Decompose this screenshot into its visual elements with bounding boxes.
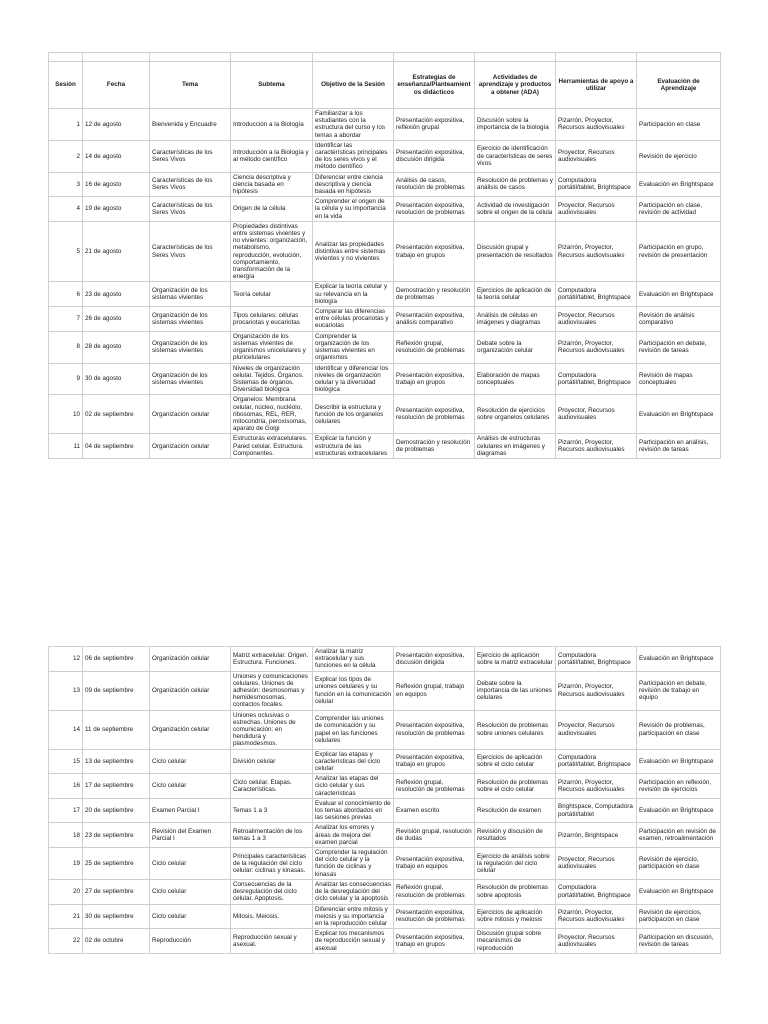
evaluation-cell: Evaluación en Brightspace xyxy=(637,395,721,434)
tools-cell: Pizarrón, Proyector, Recursos audiovisuales xyxy=(556,671,637,710)
date-cell: 09 de septiembre xyxy=(83,671,150,710)
tools-cell: Proyector, Recursos audiovisuales xyxy=(556,197,637,222)
topic-cell: Ciclo celular xyxy=(150,904,231,929)
topic-cell: Bienvenida y Encuadre xyxy=(150,109,231,141)
activity-cell: Ejercicio de aplicación sobre la matriz extracelular xyxy=(475,647,556,672)
session-cell: 20 xyxy=(49,879,83,904)
subtopic-cell: Ciclo celular. Etapas. Características. xyxy=(231,774,313,799)
spacer-row xyxy=(49,53,721,62)
session-cell: 1 xyxy=(49,109,83,141)
table-body-page-1 xyxy=(49,109,721,459)
session-cell: 6 xyxy=(49,282,83,307)
schedule-table-page-1 xyxy=(48,52,721,459)
activity-cell: Elaboración de mapas conceptuales xyxy=(475,363,556,395)
activity-cell: Actividad de investigación sobre el origen de la célula xyxy=(475,197,556,222)
table-row xyxy=(49,363,721,395)
table-row xyxy=(49,307,721,332)
objective-cell: Comprender la regulación del ciclo celular y la función de ciclinas y kinasas xyxy=(313,848,394,880)
evaluation-cell: Participación en análisis, revisión de tareas xyxy=(637,434,721,459)
date-cell: 13 de septiembre xyxy=(83,749,150,774)
session-cell: 4 xyxy=(49,197,83,222)
topic-cell: Organización celular xyxy=(150,647,231,672)
strategy-cell: Presentación expositiva, trabajo en equipos xyxy=(394,848,475,880)
date-cell: 30 de agosto xyxy=(83,363,150,395)
topic-cell: Organización celular xyxy=(150,434,231,459)
header-cell: Fecha xyxy=(83,62,150,109)
subtopic-cell: Introducción a la Biología y al método científico xyxy=(231,140,313,172)
table-row xyxy=(49,331,721,363)
objective-cell: Analizar las etapas del ciclo celular y sus características xyxy=(313,774,394,799)
table-row xyxy=(49,671,721,710)
activity-cell: Ejercicios de aplicación sobre mitosis y meiosis xyxy=(475,904,556,929)
header-cell: Subtema xyxy=(231,62,313,109)
strategy-cell: Análisis de casos, resolución de problemas xyxy=(394,172,475,197)
objective-cell: Evaluar el conocimiento de los temas abordados en las sesiones previas xyxy=(313,798,394,823)
session-cell: 11 xyxy=(49,434,83,459)
table-row xyxy=(49,774,721,799)
evaluation-cell: Evaluación en Brightspace xyxy=(637,282,721,307)
objective-cell: Analizar los errores y áreas de mejora del examen parcial xyxy=(313,823,394,848)
evaluation-cell: Evaluación en Brightspace xyxy=(637,647,721,672)
tools-cell: Pizarrón, Proyector, Recursos audiovisuales xyxy=(556,904,637,929)
session-cell: 19 xyxy=(49,848,83,880)
tools-cell: Proyector, Recursos audiovisuales xyxy=(556,710,637,749)
evaluation-cell: Evaluación en Brightspace xyxy=(637,172,721,197)
activity-cell: Resolución de problemas sobre uniones celulares xyxy=(475,710,556,749)
table-row xyxy=(49,904,721,929)
activity-cell: Resolución de problemas sobre el ciclo celular xyxy=(475,774,556,799)
topic-cell: Organización de los sistemas vivientes xyxy=(150,282,231,307)
header-cell: Actividades de aprendizaje y productos a obtener (ADA) xyxy=(475,62,556,109)
objective-cell: Explicar la teoría celular y su relevancia en la biología xyxy=(313,282,394,307)
table-row xyxy=(49,221,721,282)
tools-cell: Computadora portátil/tablet, Brightspace xyxy=(556,879,637,904)
subtopic-cell: Matriz extracelular. Origen. Estructura. Funciones. xyxy=(231,647,313,672)
table-row xyxy=(49,647,721,672)
subtopic-cell: Principales características de la regulación del ciclo celular: ciclinas y kinasas. xyxy=(231,848,313,880)
activity-cell: Análisis de estructuras celulares en imágenes y diagramas xyxy=(475,434,556,459)
topic-cell: Ciclo celular xyxy=(150,774,231,799)
activity-cell: Ejercicios de aplicación de la teoría celular xyxy=(475,282,556,307)
objective-cell: Explicar las etapas y características del ciclo celular xyxy=(313,749,394,774)
objective-cell: Diferenciar entre ciencia descriptiva y ciencia basada en hipótesis xyxy=(313,172,394,197)
table-row xyxy=(49,848,721,880)
tools-cell: Pizarrón, Brightspace xyxy=(556,823,637,848)
date-cell: 30 de septiembre xyxy=(83,904,150,929)
tools-cell: Computadora portátil/tablet, Brightspace xyxy=(556,282,637,307)
session-cell: 10 xyxy=(49,395,83,434)
activity-cell: Análisis de células en imágenes y diagramas xyxy=(475,307,556,332)
tools-cell: Proyector, Recursos audiovisuales xyxy=(556,140,637,172)
header-cell: Herramientas de apoyo a utilizar xyxy=(556,62,637,109)
activity-cell: Discusión grupal sobre mecanismos de reproducción xyxy=(475,929,556,954)
objective-cell: Identificar las características principales de los seres vivos y el método científico xyxy=(313,140,394,172)
session-cell: 15 xyxy=(49,749,83,774)
table-row xyxy=(49,434,721,459)
topic-cell: Características de los Seres Vivos xyxy=(150,221,231,282)
strategy-cell: Presentación expositiva, trabajo en grupos xyxy=(394,363,475,395)
tools-cell: Computadora portátil/tablet, Brightspace xyxy=(556,172,637,197)
subtopic-cell: Organización de los sistemas vivientes de organismos unicelulares y pluricelulares xyxy=(231,331,313,363)
evaluation-cell: Participación en discusión, revisión de tareas xyxy=(637,929,721,954)
objective-cell: Explicar los mecanismos de reproducción sexual y asexual xyxy=(313,929,394,954)
header-cell: Tema xyxy=(150,62,231,109)
evaluation-cell: Revisión de ejercicio xyxy=(637,140,721,172)
subtopic-cell: Origen de la célula xyxy=(231,197,313,222)
header-cell: Objetivo de la Sesión xyxy=(313,62,394,109)
date-cell: 16 de agosto xyxy=(83,172,150,197)
objective-cell: Analizar las consecuencias de la desregulación del ciclo celular y la apoptosis xyxy=(313,879,394,904)
tools-cell: Pizarrón, Proyector, Recursos audiovisuales xyxy=(556,434,637,459)
header-cell: Sesión xyxy=(49,62,83,109)
topic-cell: Revisión del Examen Parcial I xyxy=(150,823,231,848)
tools-cell: Brightspace, Computadora portátil/tablet xyxy=(556,798,637,823)
date-cell: 04 de septiembre xyxy=(83,434,150,459)
tools-cell: Computadora portátil/tablet, Brightspace xyxy=(556,647,637,672)
topic-cell: Características de los Seres Vivos xyxy=(150,172,231,197)
evaluation-cell: Revisión de ejercicios, participación en clase xyxy=(637,904,721,929)
subtopic-cell: Propiedades distintivas entre sistemas vivientes y no vivientes: organización, metabolismo, reproducción, evolución, comportamiento, transformación de la energía xyxy=(231,221,313,282)
topic-cell: Organización celular xyxy=(150,710,231,749)
topic-cell: Ciclo celular xyxy=(150,749,231,774)
evaluation-cell: Revisión de ejercicio, participación en clase xyxy=(637,848,721,880)
activity-cell: Resolución de ejercicios sobre organelos celulares xyxy=(475,395,556,434)
date-cell: 23 de agosto xyxy=(83,282,150,307)
date-cell: 06 de septiembre xyxy=(83,647,150,672)
evaluation-cell: Evaluación en Brightspace xyxy=(637,749,721,774)
table-row xyxy=(49,749,721,774)
subtopic-cell: Tipos celulares: células procariotas y eucariotas xyxy=(231,307,313,332)
date-cell: 17 de septiembre xyxy=(83,774,150,799)
topic-cell: Organización de los sistemas vivientes xyxy=(150,363,231,395)
evaluation-cell: Participación en clase xyxy=(637,109,721,141)
tools-cell: Pizarrón, Proyector, Recursos audiovisuales xyxy=(556,774,637,799)
evaluation-cell: Participación en debate, revisión de trabajo en equipo xyxy=(637,671,721,710)
table-row xyxy=(49,710,721,749)
topic-cell: Organización celular xyxy=(150,671,231,710)
subtopic-cell: Organelos: Membrana celular, núcleo, nucléolo, ribosomas, REL, RER, mitocondria, peroxisomas, aparato de Golgi xyxy=(231,395,313,434)
strategy-cell: Reflexión grupal, resolución de problemas xyxy=(394,774,475,799)
objective-cell: Comprender el origen de la célula y su importancia en la vida xyxy=(313,197,394,222)
topic-cell: Características de los Seres Vivos xyxy=(150,140,231,172)
activity-cell: Debate sobre la importancia de las uniones celulares xyxy=(475,671,556,710)
evaluation-cell: Evaluación en Brightspace xyxy=(637,798,721,823)
tools-cell: Pizarrón, Proyector, Recursos audiovisuales xyxy=(556,109,637,141)
strategy-cell: Presentación expositiva, resolución de problemas xyxy=(394,904,475,929)
header-row xyxy=(49,62,721,109)
evaluation-cell: Revisión de problemas, participación en clase xyxy=(637,710,721,749)
session-cell: 21 xyxy=(49,904,83,929)
subtopic-cell: Introducción a la Biología xyxy=(231,109,313,141)
table-row xyxy=(49,798,721,823)
evaluation-cell: Participación en revisión de examen, retroalimentación xyxy=(637,823,721,848)
date-cell: 21 de agosto xyxy=(83,221,150,282)
table-row xyxy=(49,879,721,904)
topic-cell: Ciclo celular xyxy=(150,848,231,880)
tools-cell: Pizarrón, Proyector, Recursos audiovisuales xyxy=(556,221,637,282)
strategy-cell: Presentación expositiva, trabajo en grupos xyxy=(394,221,475,282)
strategy-cell: Presentación expositiva, discusión dirigida xyxy=(394,647,475,672)
date-cell: 25 de septiembre xyxy=(83,848,150,880)
session-cell: 12 xyxy=(49,647,83,672)
subtopic-cell: Teoría celular xyxy=(231,282,313,307)
tools-cell: Proyector, Recursos audiovisuales xyxy=(556,848,637,880)
header-cell: Estrategias de enseñanza/Planteamientos didácticos xyxy=(394,62,475,109)
schedule-table-page-2 xyxy=(48,646,721,954)
strategy-cell: Demostración y resolución de problemas xyxy=(394,282,475,307)
strategy-cell: Presentación expositiva, trabajo en grupos xyxy=(394,929,475,954)
session-cell: 13 xyxy=(49,671,83,710)
activity-cell: Resolución de problemas y análisis de casos xyxy=(475,172,556,197)
activity-cell: Debate sobre la organización celular xyxy=(475,331,556,363)
session-cell: 17 xyxy=(49,798,83,823)
topic-cell: Organización celular xyxy=(150,395,231,434)
evaluation-cell: Participación en debate, revisión de tareas xyxy=(637,331,721,363)
activity-cell: Ejercicio de análisis sobre la regulación del ciclo celular xyxy=(475,848,556,880)
table-row xyxy=(49,140,721,172)
strategy-cell: Presentación expositiva, resolución de problemas xyxy=(394,395,475,434)
session-cell: 8 xyxy=(49,331,83,363)
evaluation-cell: Evaluación en Brightspace xyxy=(637,879,721,904)
topic-cell: Ciclo celular xyxy=(150,879,231,904)
date-cell: 26 de agosto xyxy=(83,307,150,332)
strategy-cell: Reflexión grupal, resolución de problemas xyxy=(394,879,475,904)
table-row xyxy=(49,282,721,307)
subtopic-cell: Reproducción sexual y asexual. xyxy=(231,929,313,954)
session-cell: 14 xyxy=(49,710,83,749)
date-cell: 02 de octubre xyxy=(83,929,150,954)
session-cell: 5 xyxy=(49,221,83,282)
objective-cell: Explicar la función y estructura de las estructuras extracelulares xyxy=(313,434,394,459)
activity-cell: Discusión sobre la importancia de la biología xyxy=(475,109,556,141)
topic-cell: Reproducción xyxy=(150,929,231,954)
date-cell: 23 de septiembre xyxy=(83,823,150,848)
evaluation-cell: Participación en reflexión, revisión de ejercicios xyxy=(637,774,721,799)
objective-cell: Identificar y diferenciar los niveles de organización celular y la diversidad biológica xyxy=(313,363,394,395)
strategy-cell: Reflexión grupal, trabajo en equipos xyxy=(394,671,475,710)
date-cell: 19 de agosto xyxy=(83,197,150,222)
date-cell: 11 de septiembre xyxy=(83,710,150,749)
date-cell: 02 de septiembre xyxy=(83,395,150,434)
tools-cell: Proyector, Recursos audiovisuales xyxy=(556,307,637,332)
table-row xyxy=(49,197,721,222)
evaluation-cell: Participación en clase, revisión de actividad xyxy=(637,197,721,222)
header-cell: Evaluación de Aprendizaje xyxy=(637,62,721,109)
objective-cell: Analizar las propiedades distintivas entre sistemas vivientes y no vivientes xyxy=(313,221,394,282)
tools-cell: Computadora portátil/tablet, Brightspace xyxy=(556,749,637,774)
session-cell: 3 xyxy=(49,172,83,197)
table-body-page-2 xyxy=(49,647,721,954)
activity-cell: Discusión grupal y presentación de resultados xyxy=(475,221,556,282)
session-cell: 7 xyxy=(49,307,83,332)
date-cell: 12 de agosto xyxy=(83,109,150,141)
subtopic-cell: Consecuencias de la desregulación del ciclo celular. Apoptosis. xyxy=(231,879,313,904)
subtopic-cell: Ciencia descriptiva y ciencia basada en hipótesis xyxy=(231,172,313,197)
table-row xyxy=(49,109,721,141)
objective-cell: Comparar las diferencias entre células procariotas y eucariotas xyxy=(313,307,394,332)
activity-cell: Resolución de examen xyxy=(475,798,556,823)
date-cell: 14 de agosto xyxy=(83,140,150,172)
table-row xyxy=(49,395,721,434)
objective-cell: Comprender las uniones de comunicación y su papel en las funciones celulares xyxy=(313,710,394,749)
strategy-cell: Revisión grupal, resolución de dudas xyxy=(394,823,475,848)
subtopic-cell: Niveles de organización celular. Tejidos. Órganos. Sistemas de órganos. Diversidad biológica xyxy=(231,363,313,395)
date-cell: 20 de septiembre xyxy=(83,798,150,823)
strategy-cell: Reflexión grupal, resolución de problemas xyxy=(394,331,475,363)
tools-cell: Computadora portátil/tablet, Brightspace xyxy=(556,363,637,395)
session-cell: 16 xyxy=(49,774,83,799)
session-cell: 9 xyxy=(49,363,83,395)
strategy-cell: Presentación expositiva, resolución de problemas xyxy=(394,197,475,222)
topic-cell: Organización de los sistemas vivientes xyxy=(150,307,231,332)
subtopic-cell: Estructuras extracelulares. Pared celular. Estructura. Componentes. xyxy=(231,434,313,459)
strategy-cell: Presentación expositiva, discusión dirigida xyxy=(394,140,475,172)
objective-cell: Diferenciar entre mitosis y meiosis y su importancia en la reproducción celular xyxy=(313,904,394,929)
table-row xyxy=(49,929,721,954)
date-cell: 28 de agosto xyxy=(83,331,150,363)
topic-cell: Examen Parcial I xyxy=(150,798,231,823)
subtopic-cell: Retroalimentación de los temas 1 a 3 xyxy=(231,823,313,848)
objective-cell: Describir la estructura y función de los organelos celulares xyxy=(313,395,394,434)
strategy-cell: Presentación expositiva, resolución de problemas xyxy=(394,710,475,749)
strategy-cell: Demostración y resolución de problemas xyxy=(394,434,475,459)
evaluation-cell: Revisión de análisis comparativo xyxy=(637,307,721,332)
strategy-cell: Presentación expositiva, reflexión grupal xyxy=(394,109,475,141)
table-row xyxy=(49,823,721,848)
session-cell: 2 xyxy=(49,140,83,172)
subtopic-cell: Temas 1 a 3 xyxy=(231,798,313,823)
activity-cell: Resolución de problemas sobre apoptosis xyxy=(475,879,556,904)
date-cell: 27 de septiembre xyxy=(83,879,150,904)
session-cell: 22 xyxy=(49,929,83,954)
topic-cell: Características de los Seres Vivos xyxy=(150,197,231,222)
tools-cell: Pizarrón, Proyector, Recursos audiovisuales xyxy=(556,331,637,363)
subtopic-cell: Uniones oclusivas o estrechas. Uniones de comunicación: en hendidura y plasmodesmos. xyxy=(231,710,313,749)
activity-cell: Ejercicios de aplicación sobre el ciclo celular xyxy=(475,749,556,774)
strategy-cell: Examen escrito xyxy=(394,798,475,823)
strategy-cell: Presentación expositiva, análisis comparativo xyxy=(394,307,475,332)
objective-cell: Analizar la matriz extracelular y sus funciones en la célula xyxy=(313,647,394,672)
evaluation-cell: Participación en grupo, revisión de presentación xyxy=(637,221,721,282)
tools-cell: Proyector, Recursos audiovisuales xyxy=(556,929,637,954)
subtopic-cell: División celular xyxy=(231,749,313,774)
topic-cell: Organización de los sistemas vivientes xyxy=(150,331,231,363)
objective-cell: Comprender la organización de los sistemas vivientes en organismos xyxy=(313,331,394,363)
table-row xyxy=(49,172,721,197)
strategy-cell: Presentación expositiva, trabajo en grupos xyxy=(394,749,475,774)
session-cell: 18 xyxy=(49,823,83,848)
evaluation-cell: Revisión de mapas conceptuales xyxy=(637,363,721,395)
subtopic-cell: Uniones y comunicaciones celulares. Uniones de adhesión: desmosomas y hemidesmosomas, contactos focales. xyxy=(231,671,313,710)
activity-cell: Revisión y discusión de resultados xyxy=(475,823,556,848)
objective-cell: Explicar los tipos de uniones celulares y su función en la comunicación celular xyxy=(313,671,394,710)
tools-cell: Proyector, Recursos audiovisuales xyxy=(556,395,637,434)
subtopic-cell: Mitosis. Meiosis. xyxy=(231,904,313,929)
objective-cell: Familiarizar a los estudiantes con la estructura del curso y los temas a abordar xyxy=(313,109,394,141)
activity-cell: Ejercicio de identificación de características de seres vivos xyxy=(475,140,556,172)
